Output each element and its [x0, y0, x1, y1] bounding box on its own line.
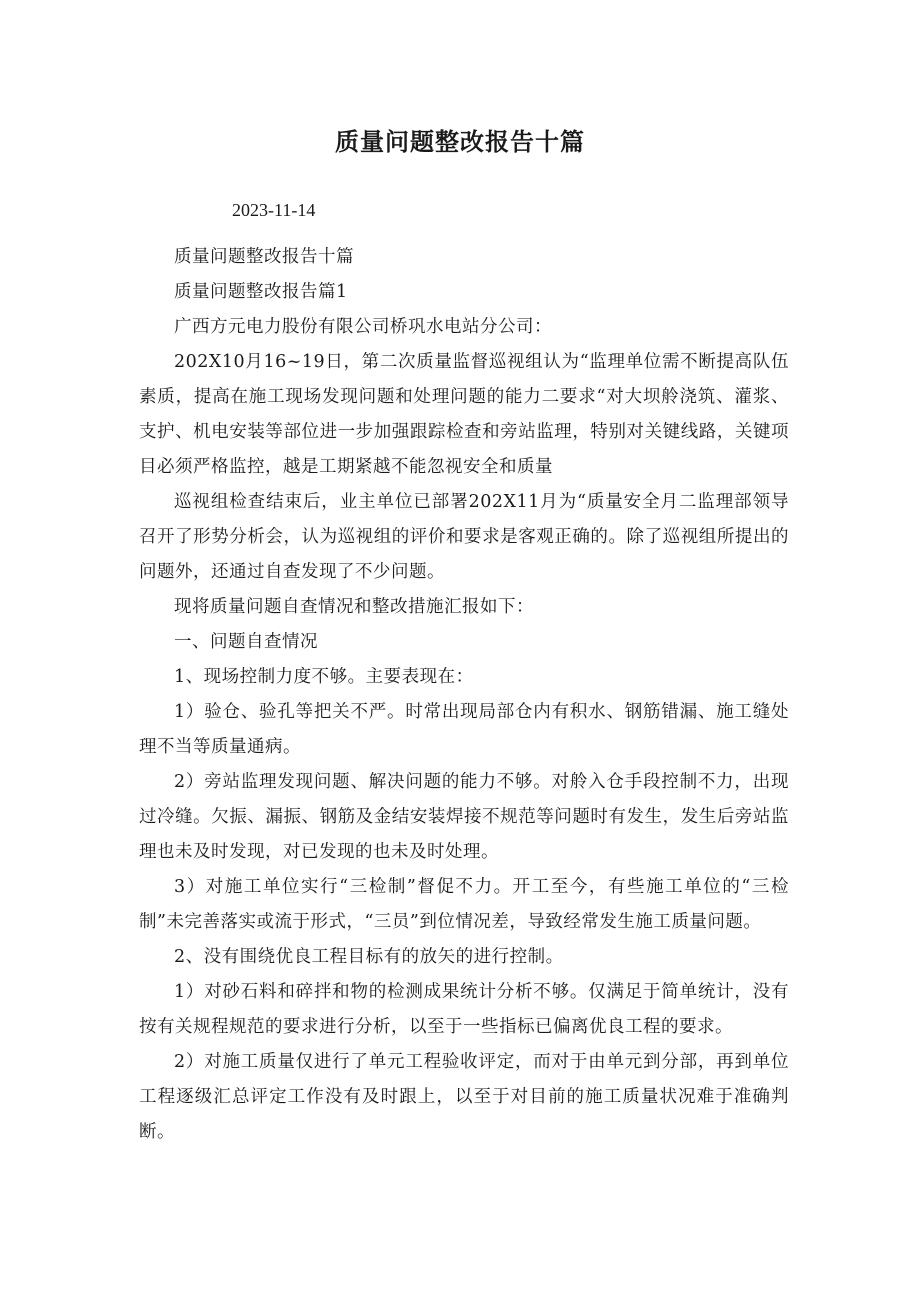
paragraph: 1）验仓、验孔等把关不严。时常出现局部仓内有积水、钢筋错漏、施工缝处理不当等质量通病。: [139, 702, 789, 757]
paragraph: 现将质量问题自查情况和整改措施汇报如下：: [174, 597, 534, 617]
paragraph: 202X10月16~19日，第二次质量监督巡视组认为“监理单位需不断提高队伍素质，提高在施工现场发现问题和处理问题的能力二要求“对大坝舲浇筑、灌浆、支护、机电安装等部位进一步加强跟踪检查和旁站监理，特别对关键线路，关键项目必须严格监控，越是工期紧越不能忽视安全和质量: [139, 352, 789, 477]
document-date: 2023-11-14: [232, 200, 316, 220]
paragraph: 2）旁站监理发现问题、解决问题的能力不够。对舲入仓手段控制不力，出现过冷缝。欠振、漏振、钢筋及金结安装焊接不规范等问题时有发生，发生后旁站监理也未及时发现，对已发现的也未及时处理。: [139, 772, 789, 862]
paragraph: 质量问题整改报告十篇: [174, 247, 354, 267]
paragraph: 2、没有围绕优良工程目标有的放矢的进行控制。: [174, 947, 564, 967]
document-title: 质量问题整改报告十篇: [335, 128, 585, 156]
paragraph: 3）对施工单位实行“三检制”督促不力。开工至今，有些施工单位的“三检制”未完善落实或流于形式，“三员”到位情况差，导致经常发生施工质量问题。: [139, 877, 789, 932]
paragraph: 质量问题整改报告篇1: [174, 282, 348, 302]
paragraph: 1、现场控制力度不够。主要表现在：: [174, 667, 474, 687]
paragraph: 广西方元电力股份有限公司桥巩水电站分公司：: [174, 317, 552, 337]
document-body: [139, 240, 789, 1150]
paragraph: 巡视组检查结束后，业主单位已部署202X11月为“质量安全月二监理部领导召开了形势分析会，认为巡视组的评价和要求是客观正确的。除了巡视组所提出的问题外，还通过自查发现了不少问题。: [139, 492, 789, 582]
paragraph: 2）对施工质量仅进行了单元工程验收评定，而对于由单元到分部，再到单位工程逐级汇总评定工作没有及时跟上，以至于对目前的施工质量状况难于准确判断。: [139, 1052, 789, 1142]
paragraph: 1）对砂石料和碎拌和物的检测成果统计分析不够。仅满足于简单统计，没有按有关规程规范的要求进行分析，以至于一些指标已偏离优良工程的要求。: [139, 982, 789, 1037]
paragraph: 一、问题自查情况: [174, 632, 318, 652]
